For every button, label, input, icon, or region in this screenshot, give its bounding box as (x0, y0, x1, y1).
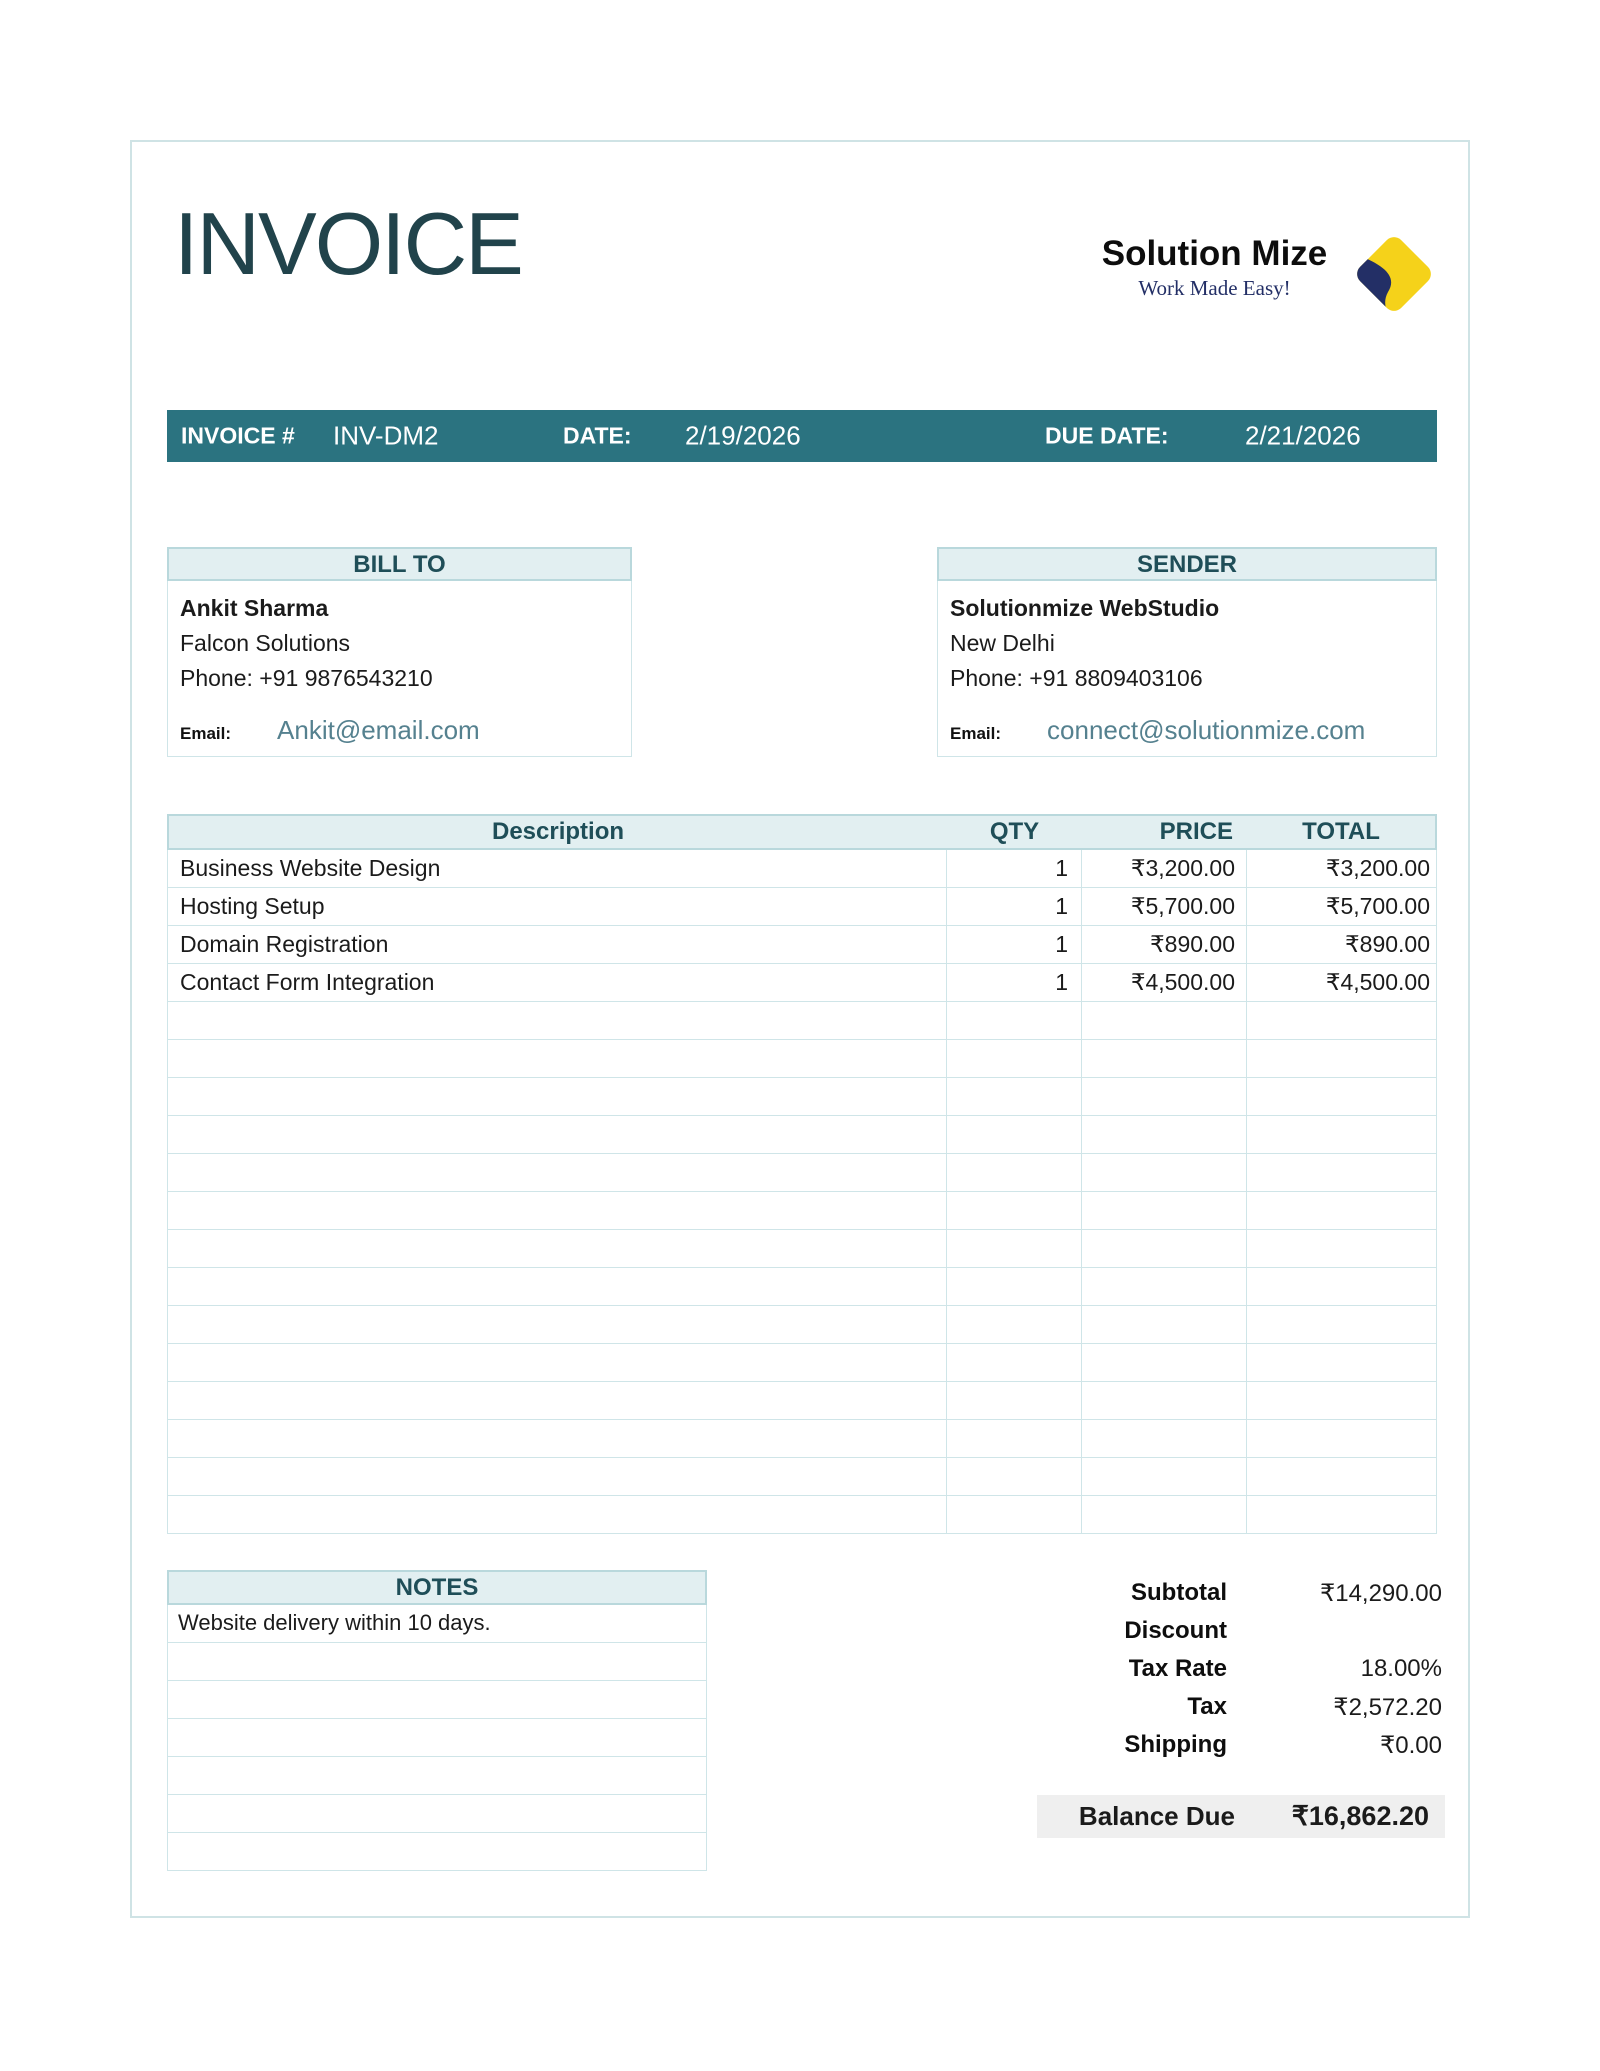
tax-value: ₹2,572.20 (1333, 1693, 1442, 1721)
balance-due-value: ₹16,862.20 (1291, 1801, 1429, 1831)
table-row-empty (168, 1116, 1436, 1154)
due-date-value: 2/21/2026 (1245, 420, 1361, 451)
company-logo (1082, 234, 1452, 344)
logo-diamond-icon (1344, 222, 1444, 331)
notes-header: NOTES (167, 1570, 707, 1605)
items-table (167, 814, 1437, 1534)
balance-due-row (1037, 1795, 1445, 1838)
item-description: Hosting Setup (168, 888, 947, 925)
invoice-page (130, 140, 1470, 1918)
item-qty: 1 (947, 850, 1082, 887)
sender-email-label: Email: (950, 724, 1002, 743)
bill-to-header: BILL TO (167, 547, 632, 581)
tax-rate-row (1002, 1650, 1442, 1688)
table-row-empty (168, 1002, 1436, 1040)
date-label: DATE: (563, 422, 632, 449)
table-row (168, 926, 1436, 964)
table-row-empty (168, 1306, 1436, 1344)
subtotal-value: ₹14,290.00 (1319, 1579, 1442, 1607)
note-line-empty (168, 1719, 706, 1757)
column-header-price: PRICE (1159, 818, 1233, 845)
table-row-empty (168, 1496, 1436, 1534)
item-qty: 1 (947, 926, 1082, 963)
item-total: ₹5,700.00 (1325, 893, 1430, 919)
items-table-body (167, 850, 1437, 1534)
table-row (168, 888, 1436, 926)
shipping-label: Shipping (1124, 1731, 1227, 1758)
table-row (168, 850, 1436, 888)
table-row-empty (168, 1192, 1436, 1230)
date-value: 2/19/2026 (685, 420, 801, 451)
tax-rate-label: Tax Rate (1128, 1655, 1227, 1682)
bill-to-phone: Phone: +91 9876543210 (180, 665, 433, 691)
table-row-empty (168, 1154, 1436, 1192)
sender-city: New Delhi (950, 630, 1055, 656)
logo-text (1082, 234, 1347, 301)
balance-due-label: Balance Due (1078, 1801, 1235, 1831)
sender-name: Solutionmize WebStudio (950, 595, 1220, 621)
note-line-empty (168, 1795, 706, 1833)
item-description: Domain Registration (168, 926, 947, 963)
items-table-header (167, 814, 1437, 850)
page-title: INVOICE (174, 194, 522, 293)
table-row-empty (168, 1230, 1436, 1268)
shipping-value: ₹0.00 (1380, 1731, 1442, 1759)
totals-section (1002, 1574, 1442, 1764)
item-price: ₹890.00 (1082, 926, 1247, 963)
item-qty: 1 (947, 888, 1082, 925)
item-price: ₹4,500.00 (1082, 964, 1247, 1001)
table-row-empty (168, 1382, 1436, 1420)
sender-section (937, 547, 1437, 757)
sender-phone: Phone: +91 8809403106 (950, 665, 1203, 691)
logo-tagline: Work Made Easy! (1138, 276, 1291, 300)
subtotal-label: Subtotal (1131, 1579, 1227, 1606)
sender-header: SENDER (937, 547, 1437, 581)
bill-to-company: Falcon Solutions (180, 630, 351, 656)
note-line-empty (168, 1833, 706, 1871)
sender-body (937, 581, 1437, 757)
note-line-empty (168, 1643, 706, 1681)
discount-label: Discount (1124, 1617, 1227, 1644)
column-header-total: TOTAL (1302, 818, 1380, 845)
bill-to-section (167, 547, 632, 757)
item-description: Contact Form Integration (168, 964, 947, 1001)
table-row-empty (168, 1040, 1436, 1078)
tax-label: Tax (1187, 1693, 1227, 1720)
table-row-empty (168, 1268, 1436, 1306)
tax-row (1002, 1688, 1442, 1726)
table-row-empty (168, 1458, 1436, 1496)
note-line-empty (168, 1681, 706, 1719)
column-header-qty: QTY (989, 818, 1040, 845)
empty-rows-container (168, 1002, 1436, 1534)
tax-rate-value: 18.00% (1360, 1655, 1442, 1682)
shipping-row (1002, 1726, 1442, 1764)
logo-brand-name: Solution Mize (1101, 234, 1328, 273)
item-description: Business Website Design (168, 850, 947, 887)
item-price: ₹3,200.00 (1082, 850, 1247, 887)
table-row-empty (168, 1420, 1436, 1458)
item-price: ₹5,700.00 (1082, 888, 1247, 925)
sender-email-value[interactable]: connect@solutionmize.com (1047, 715, 1366, 745)
bill-to-body (167, 581, 632, 757)
table-row-empty (168, 1078, 1436, 1116)
discount-row (1002, 1612, 1442, 1650)
invoice-meta-bar (167, 410, 1437, 462)
invoice-number-value: INV-DM2 (333, 420, 439, 451)
note-line-empty (168, 1757, 706, 1795)
bill-to-name: Ankit Sharma (180, 595, 329, 621)
due-date-label: DUE DATE: (1045, 422, 1169, 449)
note-line: Website delivery within 10 days. (168, 1605, 706, 1643)
invoice-number-label: INVOICE # (181, 422, 295, 449)
table-row-empty (168, 1344, 1436, 1382)
bill-to-email-label: Email: (180, 724, 232, 743)
bill-to-email-value[interactable]: Ankit@email.com (277, 715, 480, 745)
item-qty: 1 (947, 964, 1082, 1001)
item-total: ₹4,500.00 (1325, 969, 1430, 995)
notes-section (167, 1570, 707, 1871)
subtotal-row (1002, 1574, 1442, 1612)
table-row (168, 964, 1436, 1002)
item-total: ₹3,200.00 (1325, 855, 1430, 881)
notes-empty-rows (168, 1643, 706, 1871)
notes-body (167, 1605, 707, 1871)
column-header-description: Description (491, 818, 625, 845)
item-total: ₹890.00 (1345, 931, 1430, 957)
